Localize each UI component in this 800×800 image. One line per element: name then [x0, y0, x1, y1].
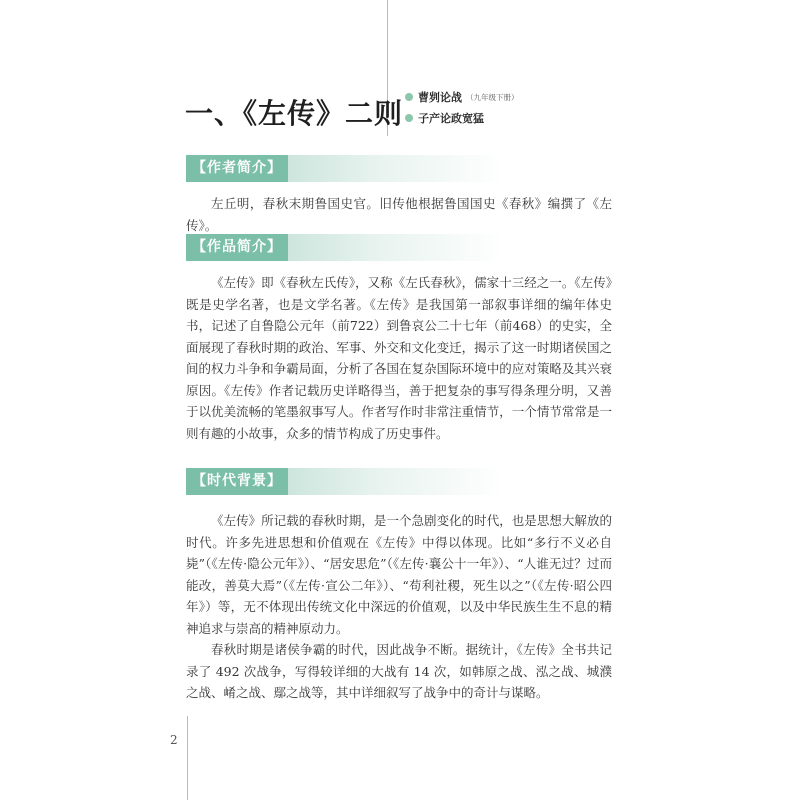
section-heading-author: 【作者简介】 — [186, 155, 288, 182]
subtitle-label: 子产论政宽猛 — [418, 112, 484, 125]
section-heading-background: 【时代背景】 — [186, 468, 288, 495]
subtitle-list — [405, 88, 519, 130]
bullet-dot-icon — [405, 114, 413, 122]
subtitle-note: （九年级下册） — [466, 92, 519, 102]
bottom-vertical-rule — [187, 716, 188, 800]
section-heading-work: 【作品简介】 — [186, 234, 288, 261]
subtitle-item-2 — [405, 109, 519, 127]
chapter-title: 一、《左传》二则 — [185, 97, 404, 130]
author-paragraph: 左丘明，春秋末期鲁国史官。旧传他根据鲁国国史《春秋》编撰了《左传》。 — [186, 196, 612, 233]
page-number: 2 — [170, 733, 178, 747]
background-paragraph-1: 《左传》所记载的春秋时期，是一个急剧变化的时代，也是思想大解放的时代。许多先进思想和价值观在《左传》中得以体现。比如“多行不义必自毙”（《左传·隐公元年》）、“居安思危”（《左传·襄公十一年》）、“人谁无过？过而能改，善莫大焉”（《左传·宣公二年》）、“苟利社稷，死生以之”（《左传·昭公四年》）等，无不体现出传统文化中深远的价值观，以及中华民族生生不息的精神追求与崇高的精神原动力。 — [186, 513, 612, 636]
subtitle-item-1 — [405, 88, 519, 106]
bullet-dot-icon — [405, 93, 413, 101]
work-paragraph: 《左传》即《春秋左氏传》，又称《左氏春秋》，儒家十三经之一。《左传》既是史学名著，也是文学名著。《左传》是我国第一部叙事详细的编年体史书，记述了自鲁隐公元年（前722）到鲁哀公二十七年（前468）的史实，全面展现了春秋时期的政治、军事、外交和文化变迁，揭示了这一时期诸侯国之间的权力斗争和争霸局面，分析了各国在复杂国际环境中的应对策略及其兴衰原因。《左传》作者记载历史详略得当，善于把复杂的事写得条理分明，又善于以优美流畅的笔墨叙事写人。作者写作时非常注重情节，一个情节常常是一则有趣的小故事，众多的情节构成了历史事件。 — [186, 275, 612, 441]
background-paragraph-2: 春秋时期是诸侯争霸的时代，因此战争不断。据统计，《左传》全书共记录了 492 次战争，写得较详细的大战有 14 次，如韩原之战、泓之战、城濮之战、崤之战、鄢之战等，其中详细叙写了战争中的奇计与谋略。 — [186, 642, 612, 700]
subtitle-label: 曹刿论战 — [418, 91, 462, 104]
